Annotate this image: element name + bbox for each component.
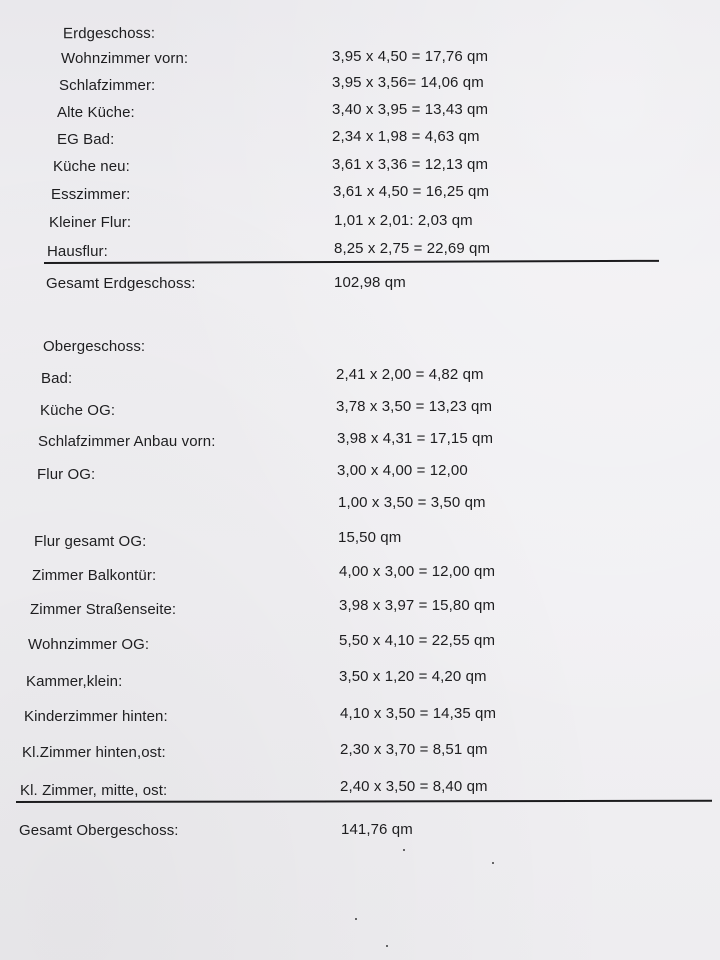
sum-rule xyxy=(16,800,712,803)
room-label: EG Bad: xyxy=(57,131,115,148)
room-value: 4,10 x 3,50 = 14,35 qm xyxy=(340,705,497,722)
room-label: Kammer,klein: xyxy=(26,673,123,690)
room-value: 2,34 x 1,98 = 4,63 qm xyxy=(332,128,480,145)
room-value: 2,30 x 3,70 = 8,51 qm xyxy=(340,741,488,758)
room-label: Kl. Zimmer, mitte, ost: xyxy=(20,782,168,799)
room-label: Küche neu: xyxy=(53,158,130,175)
room-label: Hausflur: xyxy=(47,243,108,260)
room-label: Schlafzimmer: xyxy=(59,77,156,94)
room-label: Kinderzimmer hinten: xyxy=(24,708,168,725)
room-value: 3,00 x 4,00 = 12,00 xyxy=(337,462,468,479)
total-label: Gesamt Erdgeschoss: xyxy=(46,275,196,292)
total-label: Gesamt Obergeschoss: xyxy=(19,822,179,839)
room-label: Kl.Zimmer hinten,ost: xyxy=(22,744,166,761)
paper-speck xyxy=(386,945,388,947)
room-value: 1,01 x 2,01: 2,03 qm xyxy=(334,212,473,229)
room-value: 2,41 x 2,00 = 4,82 qm xyxy=(336,366,484,383)
room-label: Wohnzimmer vorn: xyxy=(61,50,189,67)
room-value: 3,98 x 4,31 = 17,15 qm xyxy=(337,430,494,447)
room-label: Bad: xyxy=(41,370,73,387)
room-value: 8,25 x 2,75 = 22,69 qm xyxy=(334,240,491,257)
section-heading-obergeschoss: Obergeschoss: xyxy=(43,338,146,355)
room-value: 3,61 x 3,36 = 12,13 qm xyxy=(332,156,489,173)
paper-speck xyxy=(355,918,357,920)
room-value: 3,40 x 3,95 = 13,43 qm xyxy=(332,101,489,118)
room-value: 3,78 x 3,50 = 13,23 qm xyxy=(336,398,493,415)
room-label: Alte Küche: xyxy=(57,104,135,121)
room-value: 3,50 x 1,20 = 4,20 qm xyxy=(339,668,487,685)
section-heading-erdgeschoss: Erdgeschoss: xyxy=(62,24,156,43)
room-label: Kleiner Flur: xyxy=(49,214,132,231)
room-label: Esszimmer: xyxy=(51,186,131,203)
room-label: Zimmer Straßenseite: xyxy=(30,601,177,618)
room-value: 3,98 x 3,97 = 15,80 qm xyxy=(339,597,496,614)
paper-speck xyxy=(403,849,405,851)
sum-rule xyxy=(44,260,659,264)
room-value: 15,50 qm xyxy=(338,529,402,546)
room-value: 5,50 x 4,10 = 22,55 qm xyxy=(339,632,496,649)
room-label: Flur OG: xyxy=(37,466,96,483)
paper-speck xyxy=(492,862,494,864)
room-label: Zimmer Balkontür: xyxy=(32,567,157,584)
room-value: 3,61 x 4,50 = 16,25 qm xyxy=(333,183,490,200)
room-value: 2,40 x 3,50 = 8,40 qm xyxy=(340,778,488,795)
total-value: 102,98 qm xyxy=(334,274,406,291)
room-value: 4,00 x 3,00 = 12,00 qm xyxy=(339,563,496,580)
room-value: 1,00 x 3,50 = 3,50 qm xyxy=(338,494,486,511)
room-label: Schlafzimmer Anbau vorn: xyxy=(38,433,216,450)
room-label: Flur gesamt OG: xyxy=(34,533,147,550)
room-label: Wohnzimmer OG: xyxy=(28,636,150,653)
room-value: 3,95 x 4,50 = 17,76 qm xyxy=(332,48,489,65)
room-label: Küche OG: xyxy=(40,402,116,419)
room-value: 3,95 x 3,56= 14,06 qm xyxy=(332,74,484,91)
total-value: 141,76 qm xyxy=(341,821,413,838)
